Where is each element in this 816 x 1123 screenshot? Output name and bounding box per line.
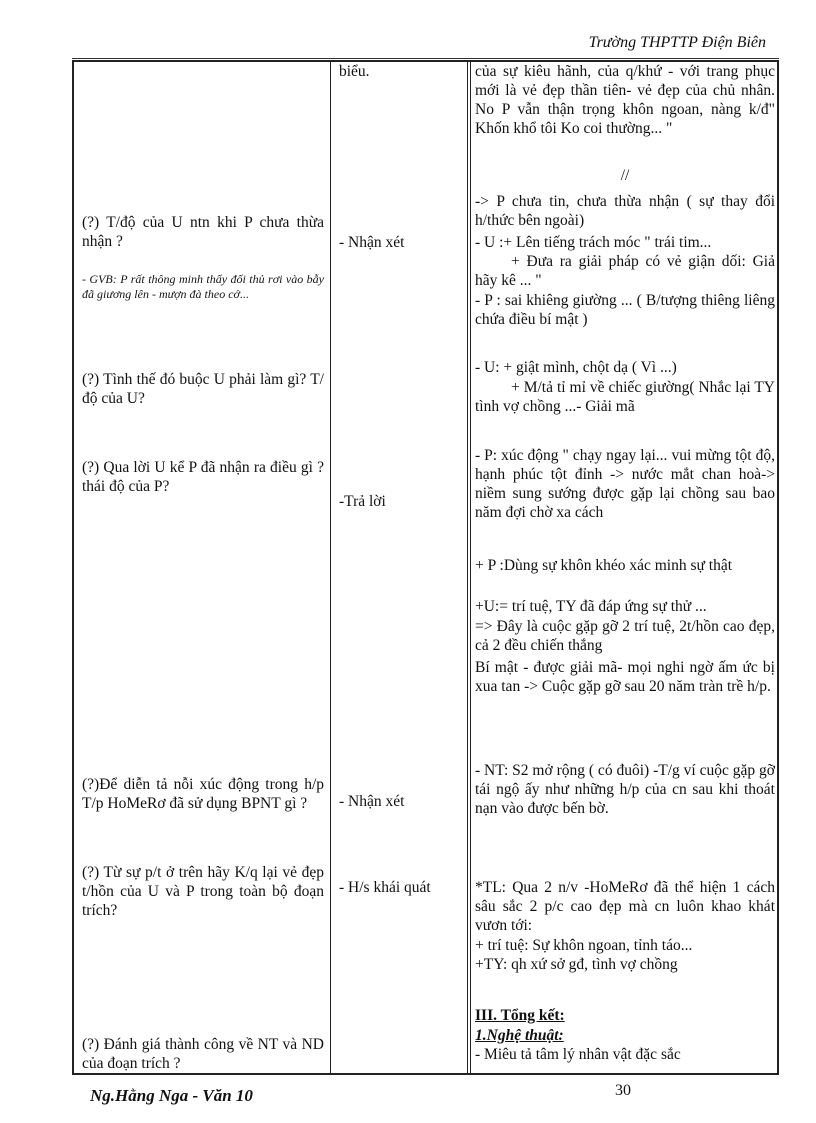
content-p-emotion: - P: xúc động " chạy ngay lại... vui mừng tột độ, hạnh phúc tột đỉnh -> nước mắt chan hoà-> niềm sung sướng được gặp lại chồng sau bao năm đợi chờ xa cách [475,447,775,521]
question-attitude-u: (?) T/độ của U ntn khi P chưa thừa nhận ? [82,214,324,250]
column-divider-1 [330,62,331,1073]
question-summarize-beauty: (?) Từ sự p/t ở trên hãy K/q lại vẻ đẹp t/hồn của U và P trong toàn bộ đoạn trích? [82,864,324,919]
content-u-describe-bed: + M/tả tỉ mỉ về chiếc giường( Nhắc lại TY tình vợ chồng ...- Giải mã [475,379,775,415]
question-p-realize: (?) Qua lời U kể P đã nhận ra điều gì ? thái độ của P? [82,459,324,495]
author-footer: Ng.Hằng Nga - Văn 10 [90,1086,253,1105]
content-summary: *TL: Qua 2 n/v -HoMeRơ đã thể hiện 1 cách sâu sắc 2 p/c cao đẹp mà cn luôn khao khát vươn tới: [475,879,775,934]
content-p-not-believe: -> P chưa tin, chưa thừa nhận ( sự thay đổi h/thức bên ngoài) [475,193,775,229]
lesson-table [72,60,779,1075]
question-artistic-device: (?)Để diễn tả nỗi xúc động trong h/p T/p HoMeRơ đã sử dụng BPNT gì ? [82,776,324,812]
content-separator: // [620,167,630,184]
activity-generalize: - H/s khái quát [339,879,431,896]
content-p-verify: + P :Dùng sự khôn khéo xác minh sự thật [475,557,733,574]
activity-continued: biểu. [339,63,370,80]
question-evaluate: (?) Đánh giá thành công về NT và ND của đoạn trích ? [82,1036,324,1072]
content-wisdom: + trí tuệ: Sự khôn ngoan, tỉnh táo... [475,937,693,954]
section-heading-summary: III. Tổng kết: [475,1007,565,1024]
activity-answer: -Trả lời [339,493,386,510]
question-situation-u: (?) Tình thế đó buộc U phải làm gì? T/độ của U? [82,371,324,407]
school-header: Trường THPTTP Điện Biên [588,34,766,51]
content-u-test: +U:= trí tuệ, TY đã đáp ứng sự thử ... [475,598,707,615]
content-psychology: - Miêu tả tâm lý nhân vật đặc sắc [475,1046,681,1063]
content-art-simile: - NT: S2 mở rộng ( có đuôi) -T/g ví cuộc gặp gỡ tái ngộ ấy như những h/p của cn sau khi thoát nạn vào được bến bờ. [475,762,775,817]
content-love: +TY: qh xứ sở gđ, tình vợ chồng [475,956,678,973]
page-number: 30 [615,1082,631,1099]
activity-comment-2: - Nhận xét [339,793,405,810]
activity-comment-1: - Nhận xét [339,234,405,251]
content-p-bed: - P : sai khiêng giường ... ( B/tượng thiêng liêng chứa điều bí mật ) [475,292,775,328]
content-u-reproach: - U :+ Lên tiếng trách móc " trái tim... [475,234,712,251]
content-secret: Bí mật - được giải mã- mọi nghi ngờ ấm ức bị xua tan -> Cuộc gặp gỡ sau 20 năm tràn trề h/p. [475,659,775,695]
content-u-solution: + Đưa ra giải pháp có vẻ giận dối: Giả hãy kê ... " [475,253,775,289]
header-rule [72,58,779,59]
content-u-startled: - U: + giật mình, chột dạ ( Vì ...) [475,359,677,376]
subheading-art: 1.Nghệ thuật: [475,1027,564,1044]
column-divider-2 [467,62,471,1073]
content-meeting: => Đây là cuộc gặp gỡ 2 trí tuệ, 2t/hồn cao đẹp, cả 2 đều chiến thắng [475,618,775,654]
content-paragraph-1: của sự kiêu hãnh, của q/khứ - với trang phục mới là vẻ đẹp thần tiên- vẻ đẹp của chủ nhân. No P vẫn thận trọng khôn ngoan, nàng k/đ" Khốn khổ tôi Ko coi thường... " [475,63,775,137]
teacher-note: - GVB: P rất thông minh thấy đối thủ rơi vào bẫy đã giương lên - mượn đà theo cớ... [82,272,324,301]
